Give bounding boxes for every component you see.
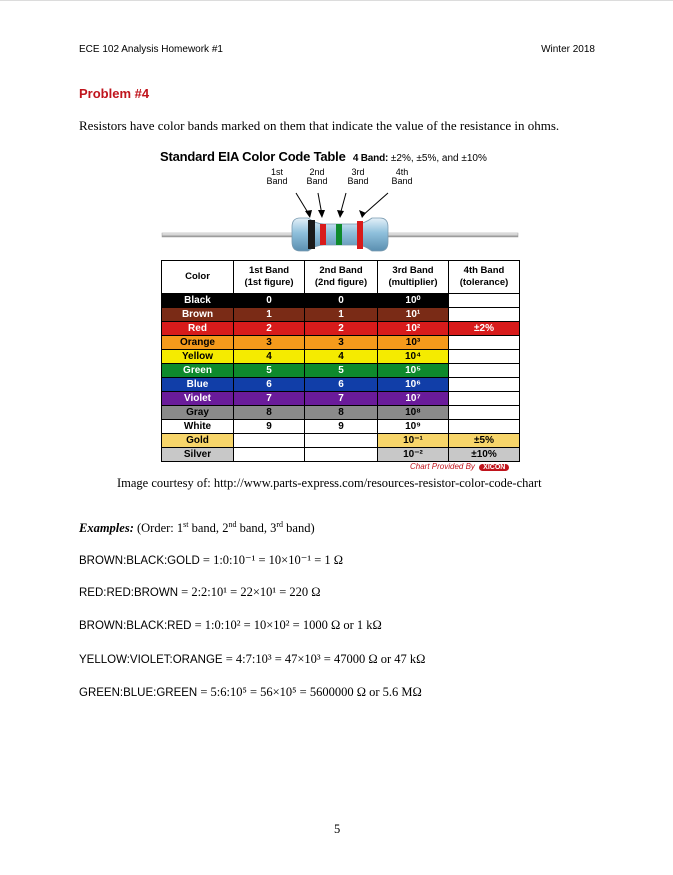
tolerance-cell: ±10% — [449, 448, 520, 462]
example-line — [79, 685, 422, 700]
page-number: 5 — [334, 822, 341, 836]
multiplier-cell: 10⁸ — [378, 406, 449, 420]
example-line — [79, 552, 343, 568]
band1-cell: 2 — [234, 322, 305, 336]
tolerance-cell — [449, 350, 520, 364]
multiplier-cell: 10⁻² — [378, 448, 449, 462]
multiplier-cell: 10⁰ — [378, 294, 449, 308]
table-row — [162, 378, 520, 392]
band2-cell: 0 — [305, 294, 378, 308]
table-header-cell: Color — [162, 261, 234, 294]
tolerance-cell — [449, 420, 520, 434]
header-left: ECE 102 Analysis Homework #1 — [79, 44, 223, 55]
xicon-logo: XICON — [479, 464, 509, 471]
intro-text: Resistors have color bands marked on them that indicate the value of the resistance in ohms. — [79, 118, 560, 133]
color-name-cell: Gray — [162, 406, 234, 420]
band-label-1: 1st Band — [266, 167, 288, 186]
example-line — [79, 585, 321, 600]
tolerance-cell: ±2% — [449, 322, 520, 336]
example-color-codes: BROWN:BLACK:RED — [79, 620, 192, 632]
tolerance-cell — [449, 336, 520, 350]
band1-cell: 6 — [234, 378, 305, 392]
figure-title-band: 4 Band: — [352, 153, 389, 164]
table-row — [162, 336, 520, 350]
chart-credit — [410, 462, 509, 471]
resistor-band-1 — [308, 220, 315, 249]
multiplier-cell: 10³ — [378, 336, 449, 350]
band-label-2: 2nd Band — [306, 167, 328, 186]
example-color-codes: RED:RED:BROWN — [79, 587, 179, 599]
example-math: = 2:2:10¹ = 22×10¹ = 220 Ω — [178, 585, 321, 599]
color-name-cell: Black — [162, 294, 234, 308]
multiplier-cell: 10⁹ — [378, 420, 449, 434]
band1-cell: 5 — [234, 364, 305, 378]
band2-cell: 6 — [305, 378, 378, 392]
band1-cell: 9 — [234, 420, 305, 434]
band-label-3: 3rd Band — [347, 167, 369, 186]
band1-cell — [234, 448, 305, 462]
tolerance-cell — [449, 392, 520, 406]
table-row — [162, 392, 520, 406]
band2-cell — [305, 448, 378, 462]
table-row — [162, 448, 520, 462]
band2-cell: 1 — [305, 308, 378, 322]
band2-cell: 9 — [305, 420, 378, 434]
table-row — [162, 406, 520, 420]
image-courtesy: Image courtesy of: http://www.parts-express.com/resources-resistor-color-code-chart — [117, 476, 542, 490]
band2-cell: 2 — [305, 322, 378, 336]
band-label-4: 4th Band — [391, 167, 413, 186]
tolerance-cell — [449, 294, 520, 308]
multiplier-cell: 10⁴ — [378, 350, 449, 364]
band1-cell: 3 — [234, 336, 305, 350]
color-name-cell: Brown — [162, 308, 234, 322]
multiplier-cell: 10² — [378, 322, 449, 336]
color-code-table — [161, 260, 520, 462]
problem-title: Problem #4 — [79, 86, 150, 101]
band-arrowheads — [305, 210, 366, 218]
resistor-illustration — [160, 148, 520, 260]
color-name-cell: Silver — [162, 448, 234, 462]
band2-cell: 8 — [305, 406, 378, 420]
resistor-band-4 — [357, 221, 363, 249]
tolerance-cell — [449, 378, 520, 392]
figure-title-main: Standard EIA Color Code Table — [160, 149, 346, 164]
color-code-figure — [160, 148, 520, 473]
example-color-codes: GREEN:BLUE:GREEN — [79, 687, 198, 699]
resistor-band-3 — [336, 224, 342, 245]
example-color-codes: BROWN:BLACK:GOLD — [79, 555, 200, 567]
color-name-cell: Green — [162, 364, 234, 378]
examples-order: (Order: 1st band, 2nd band, 3rd band) — [133, 520, 315, 536]
table-row — [162, 308, 520, 322]
table-header-cell: 4th Band (tolerance) — [449, 261, 520, 294]
table-header-cell: 1st Band (1st figure) — [234, 261, 305, 294]
band1-cell: 1 — [234, 308, 305, 322]
band2-cell: 4 — [305, 350, 378, 364]
band2-cell — [305, 434, 378, 448]
example-color-codes: YELLOW:VIOLET:ORANGE — [79, 654, 223, 666]
color-name-cell: Violet — [162, 392, 234, 406]
example-line — [79, 652, 425, 667]
table-row — [162, 434, 520, 448]
color-name-cell: Blue — [162, 378, 234, 392]
band2-cell: 5 — [305, 364, 378, 378]
tolerance-cell — [449, 364, 520, 378]
table-row — [162, 294, 520, 308]
color-name-cell: White — [162, 420, 234, 434]
tolerance-cell — [449, 406, 520, 420]
table-row — [162, 364, 520, 378]
tolerance-cell — [449, 308, 520, 322]
resistor-band-2 — [320, 224, 326, 245]
band1-cell: 0 — [234, 294, 305, 308]
example-math: = 4:7:10³ = 47×10³ = 47000 Ω or 47 kΩ — [222, 652, 426, 666]
example-math: = 1:0:10² = 10×10² = 1000 Ω or 1 kΩ — [191, 618, 382, 632]
figure-title-tolerance: ±2%, ±5%, and ±10% — [388, 153, 487, 164]
example-line — [79, 618, 382, 633]
header-right: Winter 2018 — [541, 44, 595, 55]
example-math: = 1:0:10⁻¹ = 10×10⁻¹ = 1 Ω — [199, 553, 344, 567]
table-header-row — [162, 261, 520, 294]
examples-heading — [79, 520, 315, 536]
band2-cell: 3 — [305, 336, 378, 350]
band1-cell: 7 — [234, 392, 305, 406]
multiplier-cell: 10⁵ — [378, 364, 449, 378]
multiplier-cell: 10⁶ — [378, 378, 449, 392]
tolerance-cell: ±5% — [449, 434, 520, 448]
band1-cell — [234, 434, 305, 448]
table-row — [162, 350, 520, 364]
color-name-cell: Yellow — [162, 350, 234, 364]
band1-cell: 8 — [234, 406, 305, 420]
multiplier-cell: 10⁷ — [378, 392, 449, 406]
page-top-border — [0, 0, 673, 1]
table-header-cell: 3rd Band (multiplier) — [378, 261, 449, 294]
band1-cell: 4 — [234, 350, 305, 364]
band2-cell: 7 — [305, 392, 378, 406]
color-name-cell: Red — [162, 322, 234, 336]
examples-label: Examples: — [79, 521, 134, 536]
chart-credit-text: Chart Provided By — [410, 462, 475, 471]
color-name-cell: Gold — [162, 434, 234, 448]
example-math: = 5:6:10⁵ = 56×10⁵ = 5600000 Ω or 5.6 MΩ — [197, 685, 422, 699]
table-header-cell: 2nd Band (2nd figure) — [305, 261, 378, 294]
table-row — [162, 420, 520, 434]
multiplier-cell: 10¹ — [378, 308, 449, 322]
multiplier-cell: 10⁻¹ — [378, 434, 449, 448]
table-row — [162, 322, 520, 336]
color-name-cell: Orange — [162, 336, 234, 350]
